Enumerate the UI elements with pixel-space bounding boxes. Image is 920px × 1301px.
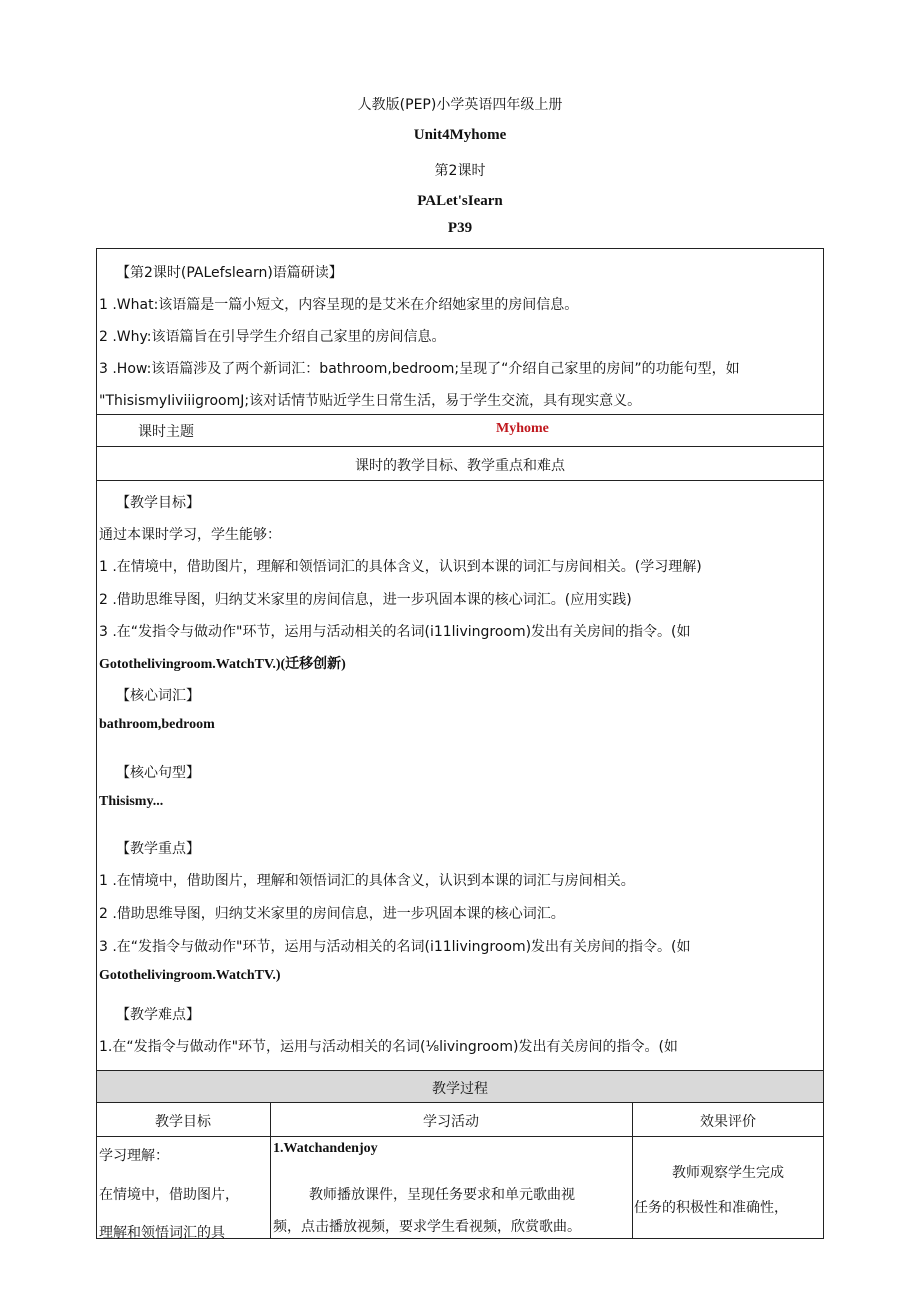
key-points-heading: 【教学重点】 <box>116 841 200 857</box>
page-ref: P39 <box>447 220 473 236</box>
difficulty-1: 1.在“发指令与做动作"环节，运用与活动相关的名词(⅛livingroom)发出有关房间的指令。(如 <box>99 1039 678 1055</box>
table-rule <box>96 1136 824 1137</box>
goals-section-title: 课时的教学目标、教学重点和难点 <box>355 458 565 474</box>
vocab-heading: 【核心词汇】 <box>116 688 200 704</box>
key-point-2: 2 .借助思维导图，归纳艾米家里的房间信息，进一步巩固本课的核心词汇。 <box>99 906 565 922</box>
table-rule <box>96 1070 824 1071</box>
objective-2: 2 .借助思维导图，归纳艾米家里的房间信息，进一步巩固本课的核心词汇。(应用实践) <box>99 592 632 608</box>
objective-3: 3 .在“发指令与做动作"环节，运用与活动相关的名词(i11livingroom)发出有关房间的指令。(如 <box>99 624 691 640</box>
activity-title: 1.Watchandenjoy <box>273 1141 378 1156</box>
objective-1: 1 .在情境中，借助图片，理解和领悟词汇的具体含义，认识到本课的词汇与房间相关。(学习理解) <box>99 559 702 575</box>
col-header-activity: 学习活动 <box>423 1114 479 1130</box>
topic-label: 课时主题 <box>138 424 194 440</box>
part-title: PALet'sIearn <box>417 193 503 209</box>
analysis-why: 2 .Why:该语篇旨在引导学生介绍自己家里的房间信息。 <box>99 329 446 345</box>
col-header-eval: 效果评价 <box>700 1114 756 1130</box>
process-goal-line: 理解和领悟词汇的具 <box>99 1225 225 1241</box>
document-title: 人教版(PEP)小学英语四年级上册 <box>357 97 563 113</box>
objectives-heading: 【教学目标】 <box>116 495 200 511</box>
evaluation-text: 任务的积极性和准确性， <box>634 1200 788 1216</box>
analysis-how-cont: "ThisismyIiviiigroomJ;该对话情节贴近学生日常生活，易于学生交流，具有现实意义。 <box>99 393 642 409</box>
table-rule <box>96 1102 824 1103</box>
col-header-goal: 教学目标 <box>155 1114 211 1130</box>
table-rule <box>96 414 824 415</box>
table-rule <box>96 446 824 447</box>
activity-text: 教师播放课件，呈现任务要求和单元歌曲视 <box>309 1187 575 1203</box>
lesson-number: 第2课时 <box>434 163 486 179</box>
process-goal-line: 学习理解： <box>99 1148 169 1164</box>
process-title: 教学过程 <box>432 1081 488 1097</box>
key-point-1: 1 .在情境中，借助图片，理解和领悟词汇的具体含义，认识到本课的词汇与房间相关。 <box>99 873 635 889</box>
unit-title: Unit4Myhome <box>413 127 507 143</box>
pattern-heading: 【核心句型】 <box>116 765 200 781</box>
key-point-3-cont: Gotothelivingroom.WatchTV.) <box>99 968 281 983</box>
objective-3-cont: Gotothelivingroom.WatchTV.)(迁移创新) <box>99 657 346 672</box>
analysis-how: 3 .How:该语篇涉及了两个新词汇：bathroom,bedroom;呈现了“介绍自己家里的房间”的功能句型，如 <box>99 361 740 377</box>
table-rule <box>96 480 824 481</box>
analysis-what: 1 .What:该语篇是一篇小短文，内容呈现的是艾米在介绍她家里的房间信息。 <box>99 297 579 313</box>
process-goal-line: 在情境中，借助图片， <box>99 1187 239 1203</box>
difficulty-heading: 【教学难点】 <box>116 1007 200 1023</box>
key-point-3: 3 .在“发指令与做动作"环节，运用与活动相关的名词(i11livingroom)发出有关房间的指令。(如 <box>99 939 691 955</box>
evaluation-text: 教师观察学生完成 <box>672 1165 784 1181</box>
objectives-intro: 通过本课时学习，学生能够： <box>99 527 281 543</box>
core-vocab: bathroom,bedroom <box>99 717 215 732</box>
activity-text: 频，点击播放视频，要求学生看视频，欣赏歌曲。 <box>273 1219 581 1235</box>
analysis-heading: 【第2课时(PALefslearn)语篇研读】 <box>116 265 343 281</box>
core-pattern: Thisismy... <box>99 794 164 809</box>
topic-value: Myhome <box>496 421 549 436</box>
